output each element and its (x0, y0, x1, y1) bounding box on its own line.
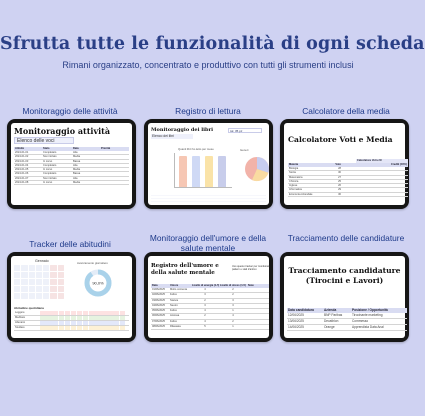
calendar-day[interactable] (14, 279, 20, 285)
card-label-media: Calcolatore della media (302, 106, 390, 116)
books-bar-chart (174, 153, 232, 188)
calendar-day[interactable] (50, 265, 56, 271)
table-cell: Ansiosa (170, 314, 180, 318)
calendar-day[interactable] (50, 272, 56, 278)
calendar-day[interactable] (50, 293, 56, 299)
habit-checkbox[interactable] (89, 321, 95, 325)
table-cell: 4 (232, 314, 234, 318)
habit-checkbox[interactable] (107, 326, 113, 330)
sheet-title: Monitoraggio attività (14, 126, 111, 136)
habit-checkbox[interactable] (46, 316, 52, 320)
bar (179, 156, 187, 187)
table-cell (247, 320, 269, 324)
calendar-day[interactable] (43, 272, 49, 278)
habit-checkbox[interactable] (77, 316, 83, 320)
calendar-day[interactable] (29, 286, 35, 292)
habit-checkbox[interactable] (113, 311, 119, 315)
table-cell: 30 (338, 171, 341, 175)
table-row[interactable] (14, 326, 129, 331)
donut-title: Avanzamento giornaliero (77, 261, 108, 265)
table-cell: Molto contenta (170, 288, 188, 291)
card-label-attivita: Monitoraggio delle attività (22, 106, 118, 116)
habit-checkbox[interactable] (59, 311, 65, 315)
table-cell: 3 (232, 303, 234, 307)
table-cell: 02/06/2025 (152, 293, 165, 297)
tablet-media[interactable] (280, 119, 409, 209)
table-cell: 26 (338, 184, 341, 188)
table-cell: 12/06/2025 (288, 313, 304, 317)
calendar-day[interactable] (58, 293, 64, 299)
habit-checkbox[interactable] (89, 316, 95, 320)
table-cell: 6 (405, 188, 407, 192)
sheet-title-secondary: (Tirocini e Lavori) (305, 276, 384, 285)
habit-table (14, 311, 129, 331)
habit-checkbox[interactable] (71, 316, 77, 320)
table-cell: Alta (73, 151, 78, 154)
table-cell: 1 (232, 325, 234, 329)
calendar-day[interactable] (58, 265, 64, 271)
calendar-day[interactable] (58, 272, 64, 278)
table-cell (100, 168, 129, 171)
table-cell: Alta (73, 176, 78, 180)
habit-checkbox[interactable] (101, 326, 107, 330)
table-cell: 07/06/2025 (152, 319, 165, 323)
table-cell: 08/06/2025 (152, 325, 165, 329)
table-cell: Meditare (15, 316, 26, 319)
table-cell: 28 (338, 167, 341, 170)
table-cell: 2024-01-05 (15, 168, 29, 172)
habit-checkbox[interactable] (101, 316, 107, 320)
table-cell: Storia (289, 171, 296, 175)
progress-donut (83, 268, 113, 298)
table-cell: Apprendista Data Anal (352, 325, 384, 329)
table-cell: Completato (43, 163, 57, 167)
table-cell: Media (73, 181, 81, 185)
bar (192, 156, 200, 187)
table-cell: Chimica (289, 179, 299, 183)
table-cell: Inglese (289, 184, 298, 188)
table-cell: In corso (43, 181, 53, 185)
habit-checkbox[interactable] (46, 311, 52, 315)
calendar-day[interactable] (29, 272, 35, 278)
habit-checkbox[interactable] (107, 316, 113, 320)
column-header: Data (72, 147, 100, 151)
habit-checkbox[interactable] (65, 326, 71, 330)
table-cell: Bassa (73, 172, 81, 176)
table-cell: 2024-01-08 (15, 181, 29, 185)
column-header: Note (247, 284, 269, 288)
table-cell (247, 288, 269, 292)
screen-umore (148, 256, 269, 338)
habit-checkbox[interactable] (46, 321, 52, 325)
table-cell (100, 164, 129, 167)
column-header: Azienda (323, 308, 351, 313)
tablet-lettura[interactable] (144, 119, 273, 209)
table-cell: 9 (405, 167, 407, 170)
table-cell: 03/06/2025 (152, 298, 165, 302)
calendar-day[interactable] (14, 265, 20, 271)
card-label-candidature: Tracciamento delle candidature (287, 233, 405, 243)
table-cell: Felice (170, 293, 177, 297)
habit-checkbox[interactable] (52, 321, 58, 325)
column-header: Livello di energia (1-5) (192, 284, 220, 287)
tablet-attivita[interactable] (7, 119, 136, 209)
habit-checkbox[interactable] (77, 326, 83, 330)
sheet-title: Monitoraggio dei libri (151, 127, 214, 133)
genre-pie-chart (244, 156, 270, 182)
habit-checkbox[interactable] (107, 311, 113, 315)
table-cell: Non iniziato (43, 155, 57, 159)
habit-checkbox[interactable] (40, 311, 46, 315)
table-cell (100, 172, 129, 175)
column-header: Data (151, 284, 169, 288)
calendar-day[interactable] (29, 293, 35, 299)
habit-checkbox[interactable] (120, 311, 126, 315)
table-cell: 2024-01-01 (15, 151, 29, 154)
habit-checkbox[interactable] (101, 321, 107, 325)
screen-media (284, 123, 405, 205)
table-cell: 5 (204, 325, 206, 329)
table-cell: 1 (232, 309, 234, 313)
table-cell: 2 (204, 298, 206, 302)
table-cell: 6 (405, 175, 407, 179)
table-cell: 2024-01-06 (15, 172, 29, 176)
column-header: Livello di stress (1-5) (220, 284, 246, 287)
habit-checkbox[interactable] (89, 311, 95, 315)
media-table (288, 159, 408, 197)
card-label-lettura: Registro di lettura (175, 106, 241, 116)
table-cell: 14/06/2025 (288, 325, 304, 329)
screen-candidature (284, 256, 405, 338)
table-cell: 29 (338, 188, 341, 192)
table-cell: 9 (405, 179, 407, 183)
table-cell: 6 (405, 184, 407, 188)
table-cell: Leggere (15, 311, 25, 314)
bar (205, 156, 213, 187)
calendar-day[interactable] (21, 293, 27, 299)
table-cell: 9 (405, 192, 407, 196)
habit-checkbox[interactable] (65, 321, 71, 325)
table-cell: 13/06/2025 (288, 319, 304, 323)
habit-checkbox[interactable] (83, 316, 89, 320)
table-cell: Alta (73, 163, 78, 167)
habit-checkbox[interactable] (65, 316, 71, 320)
table-cell: Biologia (289, 167, 299, 170)
table-cell: 4 (204, 288, 206, 291)
habit-checkbox[interactable] (52, 311, 58, 315)
table-cell: Neutro (170, 303, 178, 307)
habit-checkbox[interactable] (40, 321, 46, 325)
table-cell: 3 (204, 303, 206, 307)
table-row[interactable] (287, 325, 407, 331)
table-cell: 2 (204, 314, 206, 318)
table-cell (100, 177, 129, 180)
table-cell: Bassa (73, 159, 81, 163)
table-cell: Media (73, 155, 81, 159)
calendar-day[interactable] (21, 279, 27, 285)
books-stat: tot: 35 pz (228, 128, 262, 133)
habit-checkbox[interactable] (95, 311, 101, 315)
table-cell: 25 (338, 179, 341, 183)
table-cell: In corso (43, 168, 53, 172)
table-cell: Studiare (15, 326, 25, 329)
tablet-candidature[interactable] (280, 252, 409, 342)
habit-checkbox[interactable] (59, 316, 65, 320)
table-cell: Rilassata (170, 325, 181, 329)
habit-checkbox[interactable] (71, 321, 77, 325)
table-cell: 2 (232, 288, 234, 291)
sheet-subtitle: Elenco delle voci (14, 137, 74, 144)
table-cell: 6 (405, 171, 407, 175)
habit-checkbox[interactable] (95, 326, 101, 330)
calendar-day[interactable] (58, 279, 64, 285)
table-cell: Completato (43, 172, 57, 176)
calendar-day[interactable] (43, 279, 49, 285)
table-cell: 2024-01-07 (15, 176, 29, 180)
calendar-day[interactable] (43, 265, 49, 271)
table-cell: 2024-01-02 (15, 155, 29, 159)
table-cell: Tirocinante marketing (352, 313, 383, 317)
table-row[interactable] (151, 325, 269, 330)
attivita-table (14, 147, 129, 185)
table-row[interactable] (288, 193, 408, 197)
habit-checkbox[interactable] (95, 316, 101, 320)
table-cell (247, 299, 269, 303)
table-cell: 4 (204, 309, 206, 313)
sheet-note: Uso questo tracker per monitorare pattern e stati d'animo (232, 265, 270, 271)
habit-checkbox[interactable] (89, 326, 95, 330)
table-cell: Decathlon (324, 319, 339, 323)
bar (218, 156, 226, 187)
table-cell: 27 (338, 175, 341, 179)
habit-checkbox[interactable] (83, 321, 89, 325)
books-list (151, 193, 266, 203)
calendar-day[interactable] (21, 286, 27, 292)
column-header: Attività (14, 147, 42, 151)
table-cell (100, 160, 129, 163)
table-cell: 06/06/2025 (152, 314, 165, 318)
calendar-day[interactable] (36, 272, 42, 278)
calendar-day[interactable] (36, 286, 42, 292)
table-cell: 2 (232, 293, 234, 297)
habit-checkbox[interactable] (83, 311, 89, 315)
calendar-day[interactable] (50, 286, 56, 292)
calendar-day[interactable] (29, 265, 35, 271)
table-cell: Completato (43, 151, 57, 154)
table-cell: Allenarsi (15, 321, 25, 324)
sheet-title: Registro dell'umore e della salute mentale (151, 263, 219, 276)
table-cell: 2024-01-03 (15, 159, 29, 163)
calendar-day[interactable] (14, 286, 20, 292)
column-header: Umore (169, 284, 191, 288)
habit-checkbox[interactable] (77, 321, 83, 325)
habit-checkbox[interactable] (40, 326, 46, 330)
habit-checkbox[interactable] (65, 311, 71, 315)
habit-checkbox[interactable] (107, 321, 113, 325)
umore-table (151, 284, 269, 330)
habit-checkbox[interactable] (113, 316, 119, 320)
sheet-title: Calcolatore Voti e Media (288, 135, 393, 144)
sheet-title: Tracciamento candidature (288, 266, 401, 275)
habit-checkbox[interactable] (40, 316, 46, 320)
table-cell: Felice (170, 309, 177, 313)
tablet-abitudini[interactable] (7, 252, 136, 342)
table-cell: Commesso (352, 319, 369, 323)
table-cell: 05/06/2025 (152, 309, 165, 313)
habit-checkbox[interactable] (77, 311, 83, 315)
calendar-day[interactable] (36, 265, 42, 271)
table-cell: 3 (204, 293, 206, 297)
calendar-day[interactable] (43, 293, 49, 299)
calendar-day[interactable] (29, 279, 35, 285)
calendar-day[interactable] (14, 272, 20, 278)
calendar-day[interactable] (21, 265, 27, 271)
table-cell: Orange (324, 325, 335, 329)
table-cell (247, 325, 269, 329)
table-cell: 3 (232, 298, 234, 302)
habit-checkbox[interactable] (83, 326, 89, 330)
column-header: Posizione / Opportunità (351, 308, 407, 313)
table-cell: 2024-01-04 (15, 163, 29, 167)
pie-title: Generi (240, 148, 249, 152)
calendar-day[interactable] (50, 279, 56, 285)
table-cell: 01/06/2025 (152, 288, 165, 291)
page-subtitle: Rimani organizzato, concentrato e produttivo con tutti gli strumenti inclusi (62, 60, 354, 70)
column-header: Priorità (100, 147, 129, 151)
habit-checkbox[interactable] (59, 326, 65, 330)
table-cell: Informatica (289, 188, 302, 192)
table-cell: 04/06/2025 (152, 303, 165, 307)
table-cell (100, 181, 129, 184)
table-cell (247, 293, 269, 297)
column-header: Crediti (CFU) (342, 163, 408, 167)
table-cell (100, 155, 129, 158)
table-cell: Matematica (289, 175, 303, 179)
tablet-umore[interactable] (144, 252, 273, 342)
chart-title: Quanti libri ho letto per mese (178, 147, 214, 151)
habit-checkbox[interactable] (113, 321, 119, 325)
table-cell: Media (73, 168, 81, 172)
table-row[interactable] (14, 181, 129, 185)
donut-value: 90,0% (92, 280, 104, 286)
table-cell: 4 (204, 319, 206, 323)
calendar-day[interactable] (36, 279, 42, 285)
table-cell: BNP Paribas (324, 313, 343, 317)
table-title: Calcolatore Voti e M (356, 159, 408, 163)
table-cell: 2 (232, 319, 234, 323)
habit-checkbox[interactable] (101, 311, 107, 315)
calendar-grid (14, 265, 64, 299)
column-header: Materia (288, 163, 314, 167)
screen-abitudini (11, 256, 132, 338)
page-title: Sfrutta tutte le funzionalità di ogni scheda (0, 34, 425, 54)
habit-checkbox[interactable] (59, 321, 65, 325)
table-cell: Non iniziato (43, 176, 57, 180)
card-label-umore: Monitoraggio dell'umore e della salute mentale (149, 233, 267, 253)
screen-attivita (11, 123, 132, 205)
habit-checkbox[interactable] (95, 321, 101, 325)
table-cell: Stanca (170, 298, 179, 302)
screen-lettura (148, 123, 269, 205)
sheet-subtitle: Elenco dei libri (151, 134, 193, 139)
habit-checkbox[interactable] (46, 326, 52, 330)
habit-checkbox[interactable] (71, 311, 77, 315)
table-cell (100, 151, 129, 154)
calendar-month: Gennaio (35, 259, 49, 263)
table-cell: 30 (338, 192, 341, 196)
table-cell (247, 304, 269, 308)
habit-checkbox[interactable] (52, 326, 58, 330)
candidature-table (287, 308, 407, 331)
table-cell (247, 309, 269, 313)
calendar-day[interactable] (36, 293, 42, 299)
card-label-abitudini: Tracker delle abitudini (29, 239, 111, 249)
habit-checkbox[interactable] (120, 326, 126, 330)
habit-checkbox[interactable] (52, 316, 58, 320)
calendar-day[interactable] (14, 293, 20, 299)
habit-checkbox[interactable] (120, 321, 126, 325)
column-header: Stato (42, 147, 72, 151)
column-header: Voto (314, 163, 342, 167)
table-cell: Felice (170, 319, 177, 323)
table-cell: In corso (43, 159, 53, 163)
table-cell: Economia Aziendale (289, 192, 313, 196)
habit-checkbox[interactable] (71, 326, 77, 330)
table-cell (247, 314, 269, 318)
habit-checkbox[interactable] (120, 316, 126, 320)
calendar-day[interactable] (58, 286, 64, 292)
habit-checkbox[interactable] (113, 326, 119, 330)
calendar-day[interactable] (21, 272, 27, 278)
column-header: Data candidatura (287, 308, 323, 313)
calendar-day[interactable] (43, 286, 49, 292)
habit-table-title: Abitudine quotidiana (14, 306, 44, 310)
